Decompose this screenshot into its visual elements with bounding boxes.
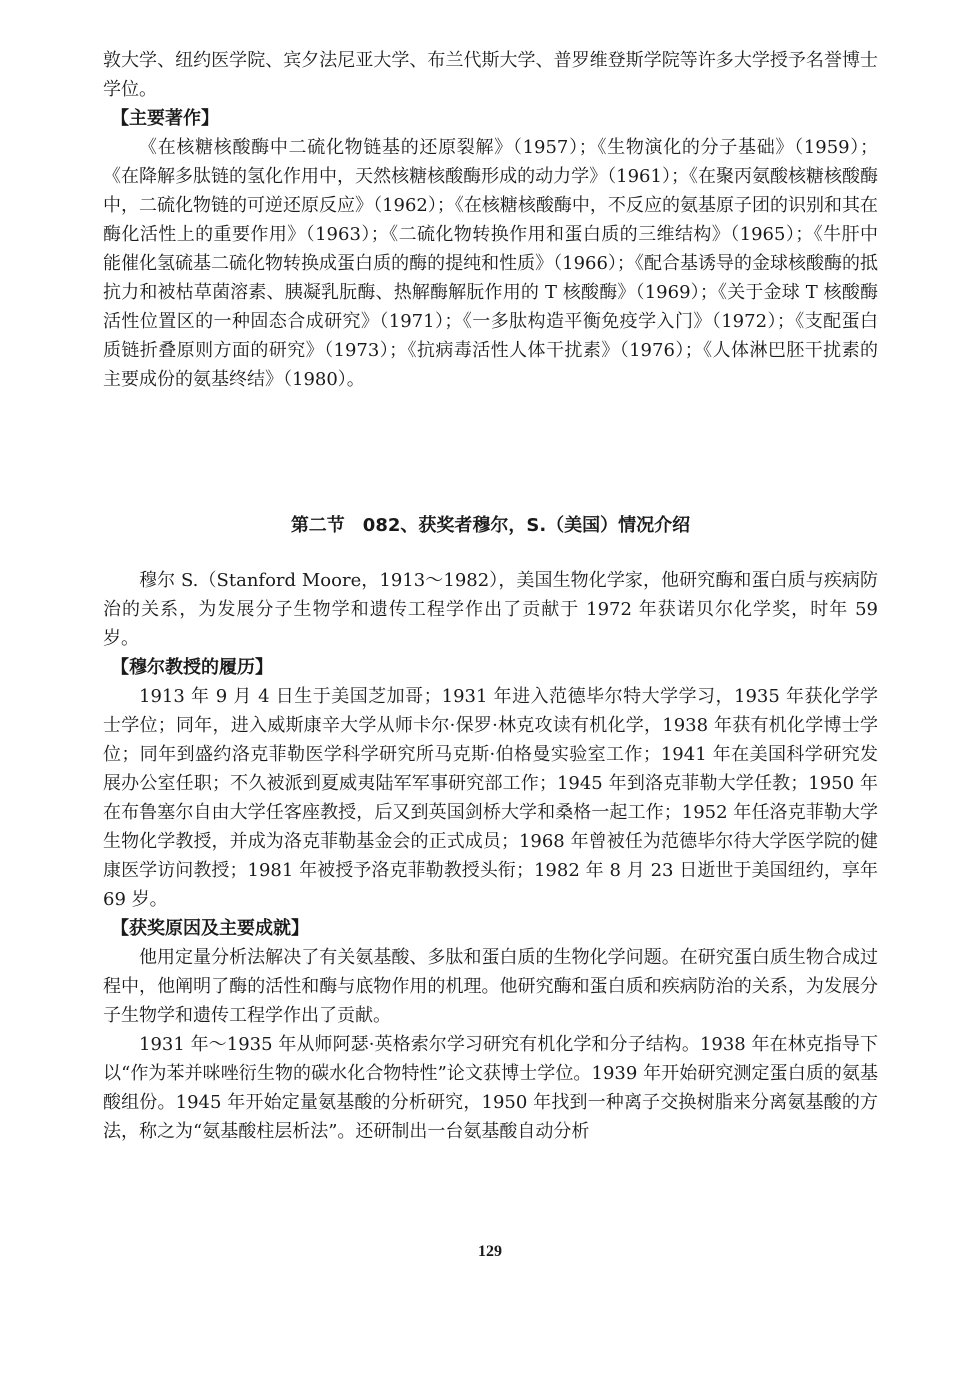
section-title-gap (103, 540, 878, 566)
works-heading: 【主要著作】 (111, 108, 219, 129)
page-number: 129 (478, 1243, 502, 1260)
award-paragraph-1: 他用定量分析法解决了有关氨基酸、多肽和蛋白质的生物化学问题。在研究蛋白质生物合成过程中，他阐明了酶的活性和酶与底物作用的机理。他研究酶和蛋白质和疾病防治的关系，为发展分子生物学和遗传工程学作出了贡献。 (103, 947, 878, 1026)
award-heading: 【获奖原因及主要成就】 (111, 918, 309, 939)
career-paragraph: 1913 年 9 月 4 日生于美国芝加哥；1931 年进入范德毕尔特大学学习，1935 年获化学学士学位；同年，进入威斯康辛大学从师卡尔·保罗·林克攻读有机化学，1938 年获有机化学博士学位；同年到盛约洛克菲勒医学科学研究所马克斯·伯格曼实验室工作；1941 年在美国科学研究发展办公室任职；不久被派到夏威夷陆军军事研究部工作；1945 年到洛克菲勒大学任教；1950 年在布鲁塞尔自由大学任客座教授，后又到英国剑桥大学和桑格一起工作；1952 年任洛克菲勒大学生物化学教授，并成为洛克菲勒基金会的正式成员；1968 年曾被任为范德毕尔待大学医学院的健康医学访问教授；1981 年被授予洛克菲勒教授头衔；1982 年 8 月 23 日逝世于美国纽约，享年 69 岁。 (103, 686, 878, 910)
page-body (103, 46, 878, 1146)
section-gap (103, 394, 878, 511)
works-paragraph: 《在核糖核酸酶中二硫化物链基的还原裂解》（1957）；《生物演化的分子基础》（1959）；《在降解多肽链的氢化作用中，天然核糖核酸酶形成的动力学》（1961）；《在聚丙氨酸核糖核酸酶中，二硫化物链的可逆还原反应》（1962）；《在核糖核酸酶中，不反应的氨基原子团的识别和其在酶化活性上的重要作用》（1963）；《二硫化物转换作用和蛋白质的三维结构》（1965）；《牛肝中能催化氢硫基二硫化物转换成蛋白质的酶的提纯和性质》（1966）；《配合基诱导的金球核酸酶的抵抗力和被枯草菌溶素、胰凝乳朊酶、热解酶解朊作用的 T 核酸酶》（1969）；《关于金球 T 核酸酶活性位置区的一种固态合成研究》（1971）；《一多肽构造平衡免疫学入门》（1972）；《支配蛋白质链折叠原则方面的研究》（1973）；《抗病毒活性人体干扰素》（1976）；《人体淋巴胚干扰素的主要成份的氨基终结》（1980）。 (103, 137, 878, 390)
section-title: 第二节 082、获奖者穆尔，S.（美国）情况介绍 (290, 515, 691, 536)
career-heading: 【穆尔教授的履历】 (111, 657, 273, 678)
continuation-paragraph: 敦大学、纽约医学院、宾夕法尼亚大学、布兰代斯大学、普罗维登斯学院等许多大学授予名誉博士学位。 (103, 50, 878, 100)
intro-paragraph: 穆尔 S.（Stanford Moore，1913～1982），美国生物化学家，他研究酶和蛋白质与疾病防治的关系，为发展分子生物学和遗传工程学作出了贡献于 1972 年获诺贝尔化学奖，时年 59 岁。 (103, 570, 878, 649)
award-paragraph-2: 1931 年～1935 年从师阿瑟·英格索尔学习研究有机化学和分子结构。1938 年在林克指导下以“作为苯并咪唑衍生物的碳水化合物特性”论文获博士学位。1939 年开始研究测定蛋白质的氨基酸组份。1945 年开始定量氨基酸的分析研究，1950 年找到一种离子交换树脂来分离氨基酸的方法，称之为“氨基酸柱层析法”。还研制出一台氨基酸自动分析 (103, 1034, 878, 1142)
